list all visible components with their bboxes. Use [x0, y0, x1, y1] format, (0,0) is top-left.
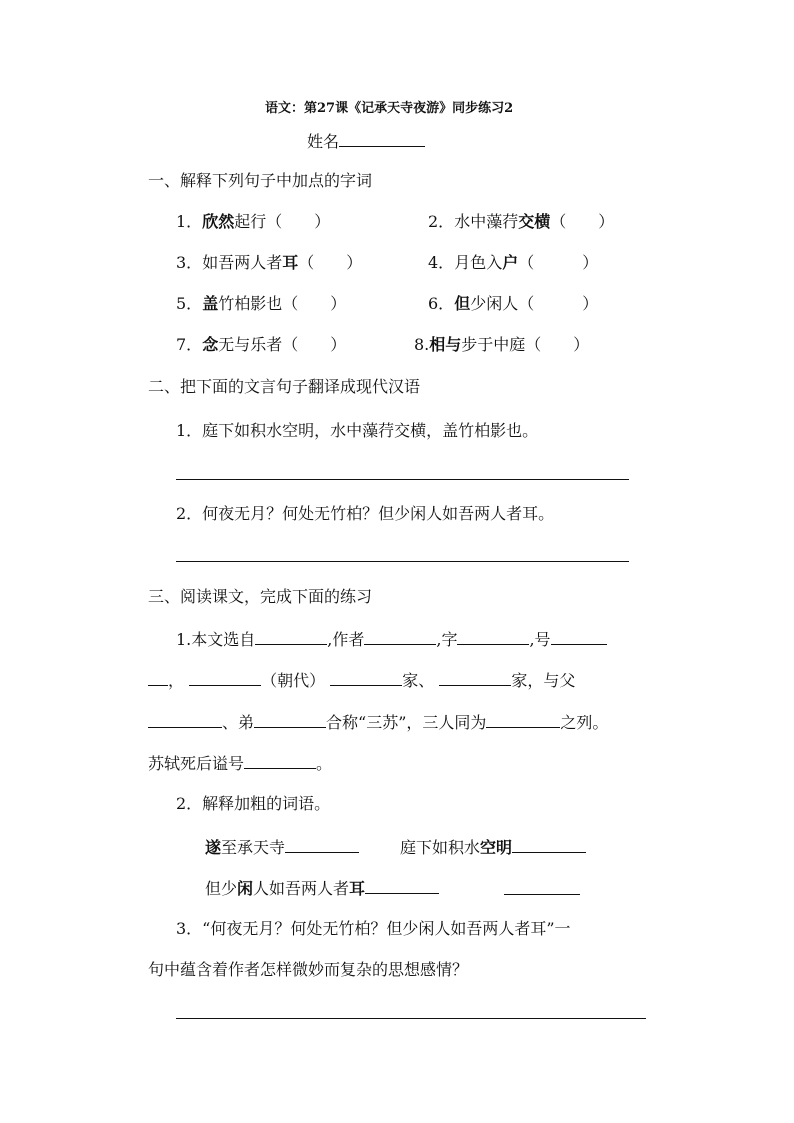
s1-item-6-word: 但 — [454, 294, 471, 313]
s1-item-2: 2．水中藻荇交横（ ） — [428, 212, 615, 231]
s1-item-3-word: 耳 — [282, 253, 299, 272]
s1-item-4: 4．月色入户（ ） — [428, 253, 599, 272]
blank-brother[interactable] — [254, 711, 326, 728]
blank-source[interactable] — [255, 628, 327, 645]
s2-answer-line-1[interactable] — [176, 479, 629, 480]
page-title: 语文：第27课《记承天寺夜游》同步练习2 — [265, 101, 514, 116]
s1-item-6: 6．但少闲人（ ） — [428, 294, 599, 313]
s3-q2-heading: 2．解释加粗的词语。 — [176, 794, 331, 813]
s1-item-7: 7．念无与乐者（ ） — [176, 335, 347, 354]
s3-q3-line1: 3．“何夜无月？何处无竹柏？但少闲人如吾两人者耳”一 — [176, 919, 571, 938]
s3-q3-line2: 句中蕴含着作者怎样微妙而复杂的思想感情？ — [148, 960, 469, 979]
blank-q2-1[interactable] — [285, 836, 359, 853]
blank-q2-2[interactable] — [512, 836, 586, 853]
s1-item-3: 3．如吾两人者耳（ ） — [176, 253, 363, 272]
s1-item-7-word: 念 — [202, 335, 219, 354]
blank-ranking[interactable] — [486, 711, 560, 728]
s3-answer-line[interactable] — [176, 1018, 646, 1019]
name-field — [307, 130, 425, 152]
s3-q2-word-2: 庭下如积水空明 — [400, 836, 586, 858]
blank-pen-name[interactable] — [551, 628, 607, 645]
s2-question-2: 2．何夜无月？何处无竹柏？但少闲人如吾两人者耳。 — [176, 504, 555, 523]
s1-item-1: 1．欣然起行（ ） — [176, 212, 331, 231]
blank-posthumous-name[interactable] — [244, 752, 316, 769]
s3-q2-word-3: 但少闲人如吾两人者耳 — [205, 877, 439, 899]
s2-answer-line-2[interactable] — [176, 561, 629, 562]
s1-item-8: 8.相与步于中庭（ ） — [414, 335, 590, 354]
s1-item-1-word: 欣然 — [202, 212, 235, 231]
s1-item-8-word: 相与 — [429, 335, 462, 354]
s2-question-1: 1．庭下如积水空明，水中藻荇交横，盖竹柏影也。 — [176, 421, 539, 440]
blank-role-2[interactable] — [439, 669, 511, 686]
section2-heading: 二、把下面的文言句子翻译成现代汉语 — [148, 377, 421, 396]
s1-item-4-word: 户 — [502, 253, 519, 272]
s1-item-5-word: 盖 — [202, 294, 219, 313]
blank-father[interactable] — [148, 711, 222, 728]
s3-q1-line3: 、弟 合称“三苏”，三人同为 之列。 — [148, 711, 608, 733]
blank-q2-4[interactable] — [504, 894, 580, 895]
blank-role-1[interactable] — [330, 669, 402, 686]
s3-q1-line1: 1.本文选自 ,作者 ,字 ,号 — [176, 628, 607, 650]
name-label: 姓名 — [307, 132, 340, 151]
s3-q1-line4: 苏轼死后谥号 。 — [148, 754, 333, 773]
section3-heading: 三、阅读课文，完成下面的练习 — [148, 587, 373, 606]
blank-dynasty[interactable] — [189, 669, 261, 686]
s3-q2-word-1: 遂至承天寺 — [205, 836, 359, 858]
blank-pen-name-cont[interactable] — [148, 669, 168, 686]
blank-q2-3[interactable] — [365, 877, 439, 894]
name-blank[interactable] — [339, 130, 425, 147]
section1-heading: 一、解释下列句子中加点的字词 — [148, 171, 373, 190]
s1-item-2-word: 交横 — [518, 212, 551, 231]
blank-author[interactable] — [364, 628, 436, 645]
s3-q1-line2: ， （朝代） 家、 家，与父 — [148, 669, 575, 691]
s1-item-5: 5．盖竹柏影也（ ） — [176, 294, 347, 313]
blank-courtesy-name[interactable] — [457, 628, 529, 645]
